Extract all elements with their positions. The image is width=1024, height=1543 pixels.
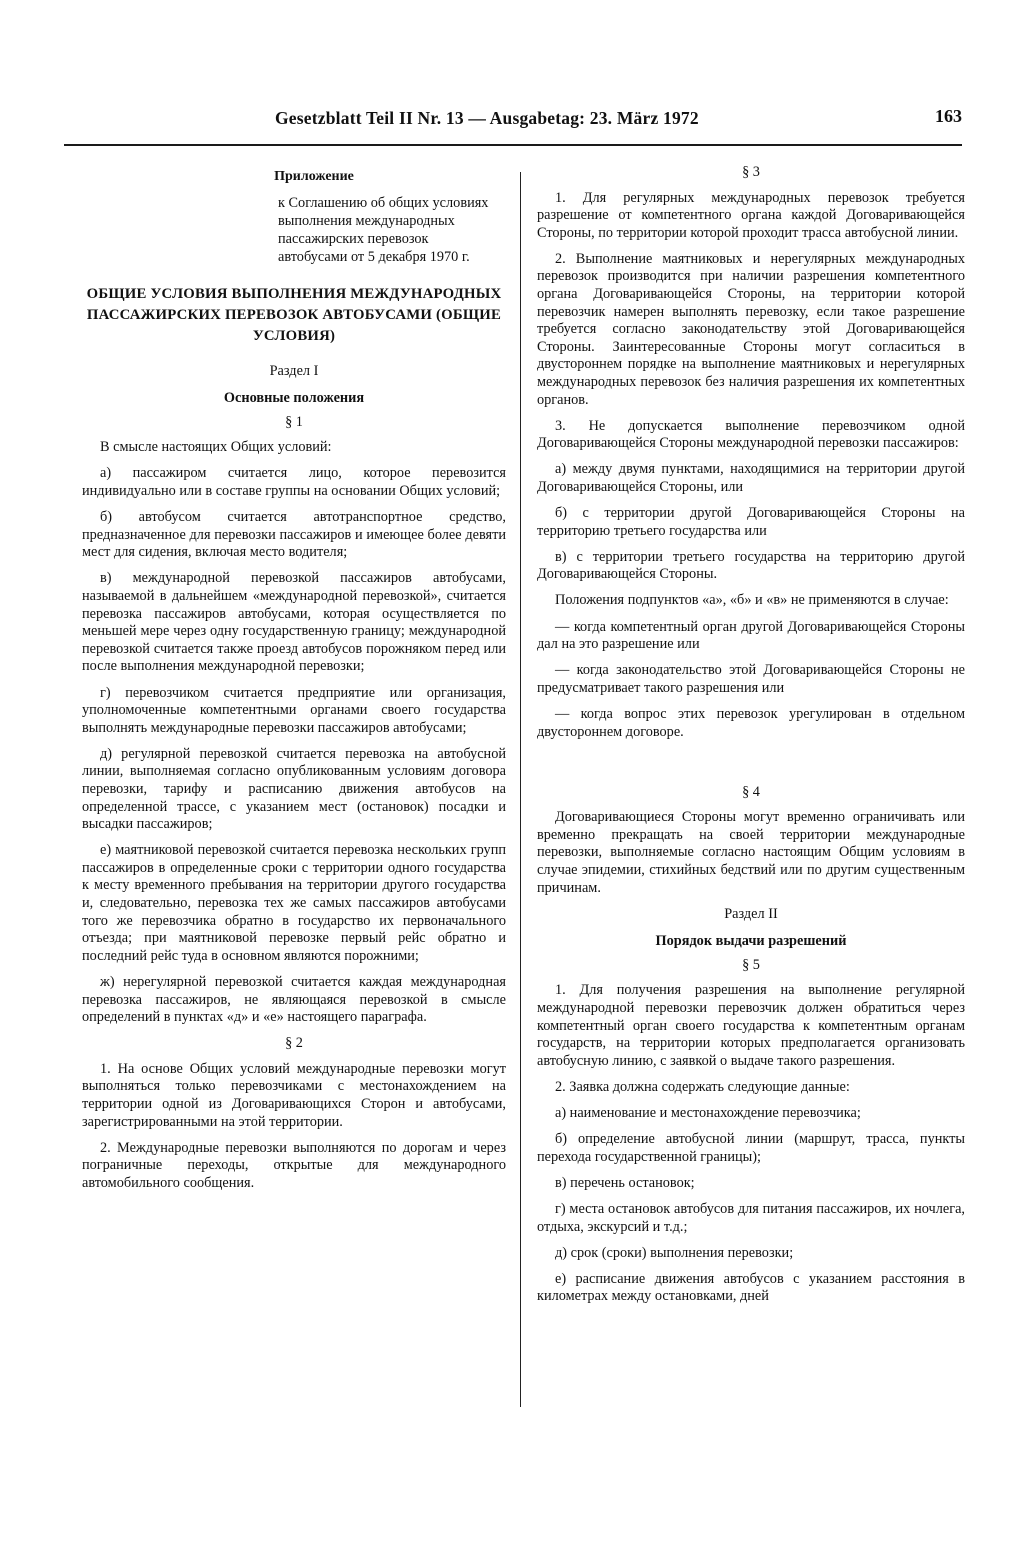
definition-item: е) маятниковой перевозкой считается перевозка нескольких групп пассажиров в определенные сроки с территории одного государства к месту временного пребывания на территории другого государства и, следовательно, перевозка тех же самых пассажиров автобусами того же перевозчика обратно в государство их первоначального отъезда; при маятниковой перевозке первый рейс обратно и последний рейс туда в основном являются порожними; (82, 842, 506, 964)
paragraph-text: 1. На основе Общих условий международные перевозки могут выполняться только перевозчиками с местонахождением на территории одной из Договаривающихся Сторон и автобусами, зарегистрированными на этой территории. (82, 1060, 506, 1130)
definition-item: б) автобусом считается автотранспортное средство, предназначенное для перевозки пассажиров и имеющее более девяти мест для сидения, включая место водителя; (82, 509, 506, 561)
definition-item: ж) нерегулярной перевозкой считается каждая международная перевозка пассажиров, не являющаяся перевозкой в смысле определений в пунктах «д» и «е» настоящего параграфа. (82, 973, 506, 1026)
paragraph-mark: § 2 (285, 1035, 303, 1052)
annex-note: к Соглашению об общих условиях выполнения международных пассажирских перевозок автобусами от 5 декабря 1970 г. (278, 194, 489, 265)
running-head: Gesetzblatt Teil II Nr. 13 — Ausgabetag: 23. März 1972 (275, 108, 699, 128)
list-item: б) с территории другой Договаривающейся Стороны на территорию третьего государства или (537, 505, 965, 539)
definition-item: д) регулярной перевозкой считается перевозка на автобусной линии, выполняемая согласно опубликованным условиям договора перевозки, тарифу и расписанию движения автобусов на определенной трассе, с указанием мест (остановок) посадки и высадки пассажиров; (82, 745, 506, 833)
paragraph-mark: § 5 (742, 956, 760, 973)
list-item: а) между двумя пунктами, находящимися на территории другой Договаривающейся Стороны, или (537, 461, 965, 495)
paragraph-text: 1. Для регулярных международных перевозок требуется разрешение от компетентного органа каждой Договаривающейся Стороны, по территории которой проходит трасса автобусной линии. (537, 189, 965, 241)
paragraph-text: Положения подпунктов «а», «б» и «в» не применяются в случае: (555, 592, 949, 609)
list-item: д) срок (сроки) выполнения перевозки; (555, 1244, 794, 1261)
list-item: — когда вопрос этих перевозок урегулирован в отдельном двустороннем договоре. (537, 705, 965, 740)
paragraph-text: Договаривающиеся Стороны могут временно ограничивать или временно прекращать на своей территории международные перевозки, выполняемые согласно настоящим Общим условиям в случае эпидемии, стихийных бедствий или по другим существенным причинам. (537, 809, 965, 896)
list-item: г) места остановок автобусов для питания пассажиров, их ночлега, отдыха, экскурсий и т.д.; (537, 1200, 965, 1235)
document-title: ОБЩИЕ УСЛОВИЯ ВЫПОЛНЕНИЯ МЕЖДУНАРОДНЫХ ПАССАЖИРСКИХ ПЕРЕВОЗОК АВТОБУСАМИ (ОБЩИЕ УСЛОВИЯ) (86, 285, 502, 344)
paragraph-text: 2. Выполнение маятниковых и нерегулярных международных перевозок производится при наличии разрешения компетентного органа Договаривающейся Стороны, на территории которой перевозчик намерен выполнять перевозку, если такое разрешение требуется согласно законодательству этой Договаривающейся Стороны. Заинтересованные Стороны могут согласиться в двустороннем порядке на выполнение маятниковых и нерегулярных международных перевозок без наличия разрешения их компетентных органов. (537, 250, 965, 408)
list-item: а) наименование и местонахождение перевозчика; (555, 1105, 861, 1122)
list-item: — когда компетентный орган другой Договаривающейся Стороны дал на это разрешение или (537, 618, 965, 653)
list-item: е) расписание движения автобусов с указанием расстояния в километрах между остановками, дней (537, 1270, 965, 1305)
column-divider (520, 172, 521, 1407)
annex-title: Приложение (274, 169, 354, 184)
definition-item: в) международной перевозкой пассажиров автобусами, называемой в дальнейшем «международной перевозкой», считается перевозка пассажиров автобусами, которая осуществляется по меньшей мере через одну государственную границу; международной перевозкой считается также проезд автобусов порожняком перед или после выполнения международной перевозки; (82, 570, 506, 675)
paragraph-text: 2. Международные перевозки выполняются по дорогам и через пограничные переходы, открытые для международного автомобильного сообщения. (82, 1139, 506, 1191)
right-column (537, 160, 965, 1314)
paragraph-mark: § 1 (285, 413, 303, 430)
paragraph-text: 1. Для получения разрешения на выполнение регулярной международной перевозки перевозчик должен обратиться через компетентный орган своего государства к компетентным органам государств, на территории которых предполагается организовать автобусную линию, с заявкой о выдаче такого разрешения. (537, 982, 965, 1069)
list-item: в) с территории третьего государства на территорию другой Договаривающейся Стороны. (537, 548, 965, 583)
definition-item: а) пассажиром считается лицо, которое перевозится индивидуально или в составе группы на основании Общих условий; (82, 465, 506, 500)
paragraph-mark: § 4 (742, 783, 760, 800)
spacer (537, 750, 965, 780)
section-heading: Основные положения (223, 390, 365, 407)
paragraph-text: 3. Не допускается выполнение перевозчиком одной Договаривающейся Стороны международной перевозки пассажиров: (537, 417, 965, 452)
page-number: 163 (935, 106, 962, 126)
list-item: б) определение автобусной линии (маршрут, трасса, пункты перехода государственной границы); (537, 1131, 965, 1165)
page-header (64, 100, 962, 146)
list-item: — когда законодательство этой Договаривающейся Стороны не предусматривает такого разрешения или (537, 662, 965, 696)
paragraph-text: 2. Заявка должна содержать следующие данные: (555, 1078, 850, 1095)
definition-item: г) перевозчиком считается предприятие или организация, уполномоченные компетентными органами своего государства выполнять международные перевозки пассажиров автобусами; (82, 684, 506, 736)
paragraph-mark: § 3 (742, 164, 760, 180)
section-label: Раздел II (724, 905, 778, 922)
section-label: Раздел I (269, 362, 319, 379)
list-item: в) перечень остановок; (555, 1174, 695, 1191)
paragraph-text: В смысле настоящих Общих условий: (100, 439, 332, 456)
left-column (82, 160, 506, 1201)
section-heading: Порядок выдачи разрешений (655, 933, 847, 950)
